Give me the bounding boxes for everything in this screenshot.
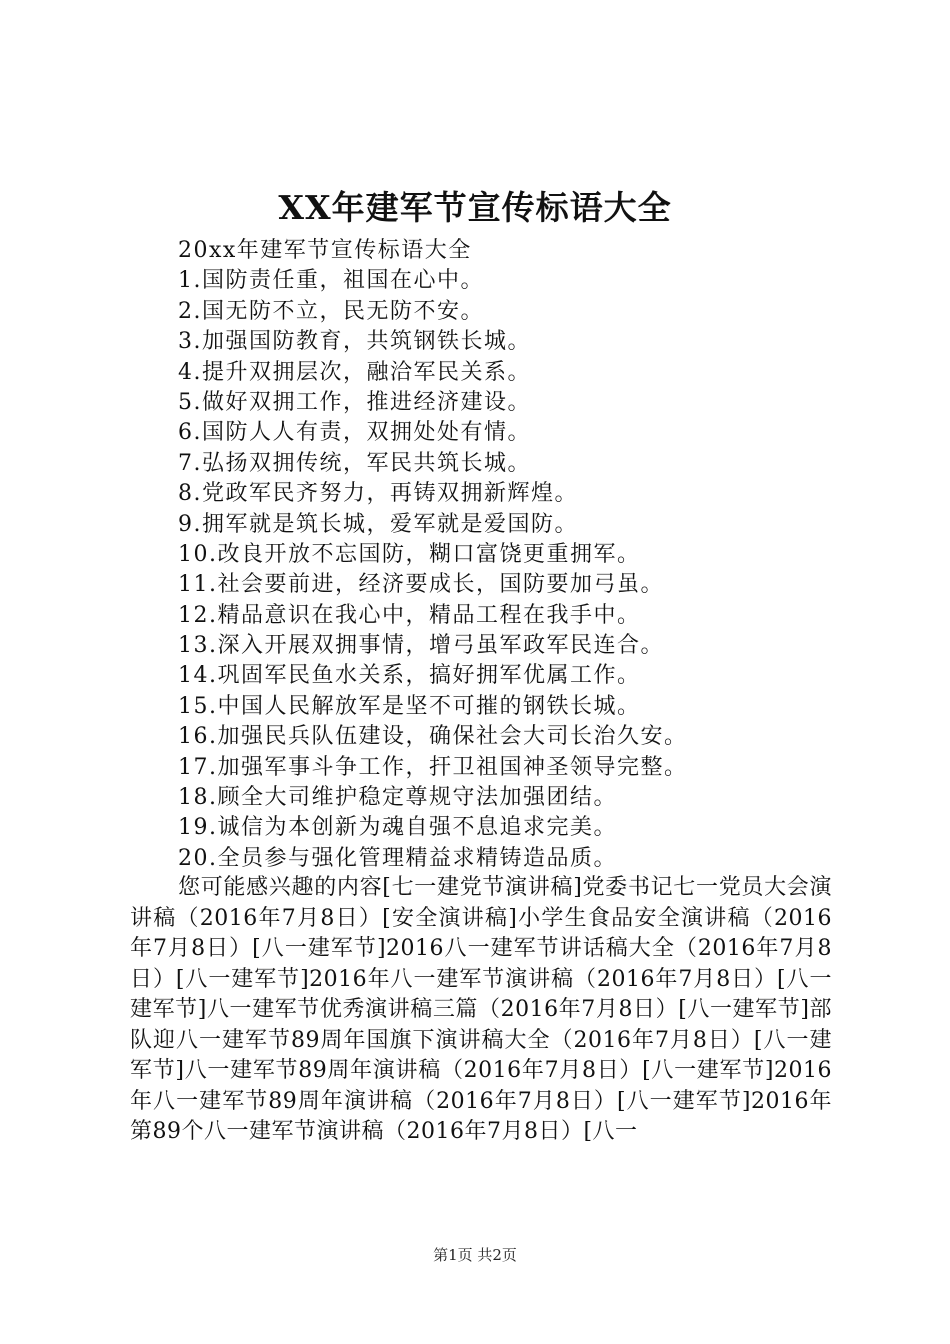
page-footer: 第1页 共2页 [433,1246,517,1264]
slogan-line: 4.提升双拥层次，融洽军民关系。 [178,359,531,385]
slogan-line: 10.改良开放不忘国防，糊口富饶更重拥军。 [178,541,641,567]
subtitle-line: 20xx年建军节宣传标语大全 [178,238,472,263]
slogan-line: 3.加强国防教育，共筑钢铁长城。 [178,329,531,355]
slogan-line: 20.全员参与强化管理精益求精铸造品质。 [178,845,617,871]
slogan-line: 12.精品意识在我心中，精品工程在我手中。 [178,602,641,628]
slogan-line: 6.国防人人有责，双拥处处有情。 [178,420,531,446]
slogan-line: 9.拥军就是筑长城，爱军就是爱国防。 [178,511,578,537]
slogan-line: 8.党政军民齐努力，再铸双拥新辉煌。 [178,481,578,507]
slogan-line: 7.弘扬双拥传统，军民共筑长城。 [178,450,531,476]
slogan-line: 5.做好双拥工作，推进经济建设。 [178,389,531,415]
slogan-line: 15.中国人民解放军是坚不可摧的钢铁长城。 [178,693,641,719]
slogan-line: 13.深入开展双拥事情，增弓虽军政军民连合。 [178,633,664,659]
slogan-line: 2.国无防不立，民无防不安。 [178,298,484,324]
slogan-line: 18.顾全大司维护稳定尊规守法加强团结。 [178,785,617,811]
slogan-line: 16.加强民兵队伍建设，确保社会大司长治久安。 [178,724,688,750]
document-title: XX年建军节宣传标语大全 [278,188,672,227]
slogan-line: 19.诚信为本创新为魂自强不息追求完美。 [178,815,617,841]
slogan-line: 17.加强军事斗争工作，扞卫祖国神圣领导完整。 [178,754,688,780]
slogan-line: 11.社会要前进，经济要成长，国防要加弓虽。 [178,572,664,598]
slogan-list [178,236,838,874]
related-content-paragraph: 您可能感兴趣的内容[七一建党节演讲稿]党委书记七一党员大会演讲稿（2016年7月8日）[安全演讲稿]小学生食品安全演讲稿（2016年7月8日）[八一建军节]2016八一建军节讲话稿大全（2016年7月8日）[八一建军节]2016年八一建军节演讲稿（2016年7月8日）[八一建军节]八一建军节优秀演讲稿三篇（2016年7月8日）[八一建军节]部队迎八一建军节89周年国旗下演讲稿大全（2016年7月8日）[八一建军节]八一建军节89周年演讲稿（2016年7月8日）[八一建军节]2016年八一建军节89周年演讲稿（2016年7月8日）[八一建军节]2016年第89个八一建军节演讲稿（2016年7月8日）[八一 [130,875,832,1144]
slogan-line: 14.巩固军民鱼水关系，搞好拥军优属工作。 [178,663,641,689]
slogan-line: 1.国防责任重，祖国在心中。 [178,268,484,294]
